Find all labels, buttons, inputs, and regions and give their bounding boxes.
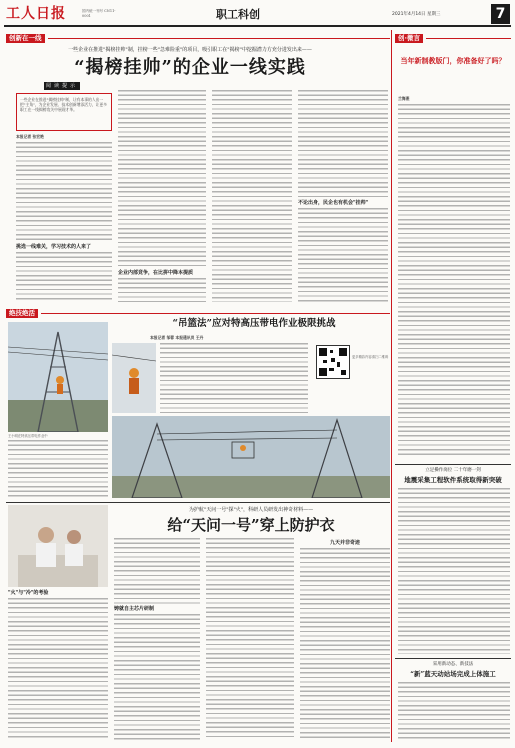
column-divider [391, 30, 392, 742]
section-rule [426, 38, 511, 39]
story2-intro [160, 343, 308, 413]
high-voltage-photo [8, 322, 108, 432]
reading-tip-label: 阅读提示 [45, 83, 78, 89]
section-header-micro [395, 33, 511, 43]
story3-text-col1 [8, 598, 108, 740]
section-tag: 创·微言 [395, 34, 423, 43]
logo-subtitle: 国内统一刊号 CN11-0001 [82, 9, 116, 18]
right-story-c-headline: “新”蓝天动站场完成上体施工 [410, 670, 496, 678]
section-title: 职工科创 [216, 8, 260, 21]
divider [395, 658, 511, 659]
right-story-b-kicker: 立足操作岗位 二十年磨一剑 [425, 468, 481, 473]
right-text-main [398, 104, 510, 458]
main-text-col4 [298, 90, 388, 198]
section-header-skills [6, 308, 390, 318]
qr-code[interactable] [316, 345, 350, 379]
issue-date: 2021年4月14日 星期三 [392, 12, 441, 17]
story2-headline: “吊篮法”应对特高压带电作业极限挑战 [172, 318, 336, 329]
main-subhead-3: 不论出身，民企也有机会"挂帅" [298, 200, 369, 206]
main-kicker: 一些企业在推进"揭榜挂帅"制，挂榜一些"急难险重"的项目，吸引职工在"揭榜"中挖掘潜力方充分进发出来—— [68, 47, 312, 53]
story2-byline: 本报记者 邹蓉 本报通讯员 王丹 [150, 335, 204, 340]
section-rule [48, 38, 391, 39]
masthead [4, 3, 511, 27]
newspaper-logo: 工人日报 [6, 6, 66, 22]
right-headline: 当年新制教版门，你准备好了吗？ [400, 56, 506, 65]
story3-text-col2 [114, 538, 200, 604]
researcher-photo [8, 505, 108, 587]
worker-photo-small [112, 343, 156, 413]
right-story-c-kicker: 采用新动态、新技法 [432, 662, 474, 667]
main-subhead-1: 挑选一线难关，学习技术的人来了 [16, 244, 92, 250]
main-text-col2b [118, 278, 206, 302]
main-byline: 本报记者 张宏艳 [16, 134, 44, 139]
section-tag: 绝技绝活 [6, 309, 38, 318]
story3-headline: 给“天问一号”穿上防护衣 [167, 516, 335, 534]
divider [395, 464, 511, 465]
main-subhead-2: 企业内部竞争，在比拼中降本提质 [118, 270, 194, 276]
divider [6, 502, 390, 503]
main-text-col1b [16, 252, 112, 300]
story3-text-col2b [114, 614, 200, 740]
main-text-col2 [118, 90, 206, 268]
main-text-col4b [298, 208, 388, 302]
transmission-tower-photo [112, 416, 390, 498]
right-story-b-text [398, 488, 510, 654]
story2-text-left [8, 440, 108, 498]
main-text-col3 [212, 90, 292, 302]
section-header-innovation [6, 33, 390, 43]
main-text-col1 [16, 142, 112, 242]
story3-kicker: 为护航"天问一号"探"火"，科研人员研发出神奇材料—— [188, 507, 314, 513]
story3-subhead-2: 铸就自主芯片研制 [114, 606, 155, 612]
story3-subhead-1: "火"与"冷"的考验 [8, 590, 49, 596]
section-rule [41, 313, 390, 314]
photo-caption: 王小明在特高压带电作业中 [8, 434, 48, 438]
reading-tip-note: 一些企业在推进"揭榜挂帅"制，让有本事的人出一把"主角"，为企业发展、技术创新增添活力，让更多职工在一线揭榜攻关中展现才华。 [16, 93, 112, 131]
right-story-b-headline: 地震采集工程软件系统取得新突破 [404, 476, 502, 484]
right-author: 兰海燕 [398, 96, 410, 101]
qr-caption: 更多精彩内容请扫二维码 [352, 355, 389, 359]
story3-text-col4 [300, 548, 390, 740]
story3-text-col3 [206, 538, 294, 740]
page-number: 7 [491, 4, 510, 24]
section-tag: 创新在一线 [6, 34, 45, 43]
story3-subhead-3: 九天并非奇迹 [329, 540, 360, 546]
main-headline: “揭榜挂帅”的企业一线实践 [74, 57, 306, 78]
right-story-c-text [398, 682, 510, 742]
